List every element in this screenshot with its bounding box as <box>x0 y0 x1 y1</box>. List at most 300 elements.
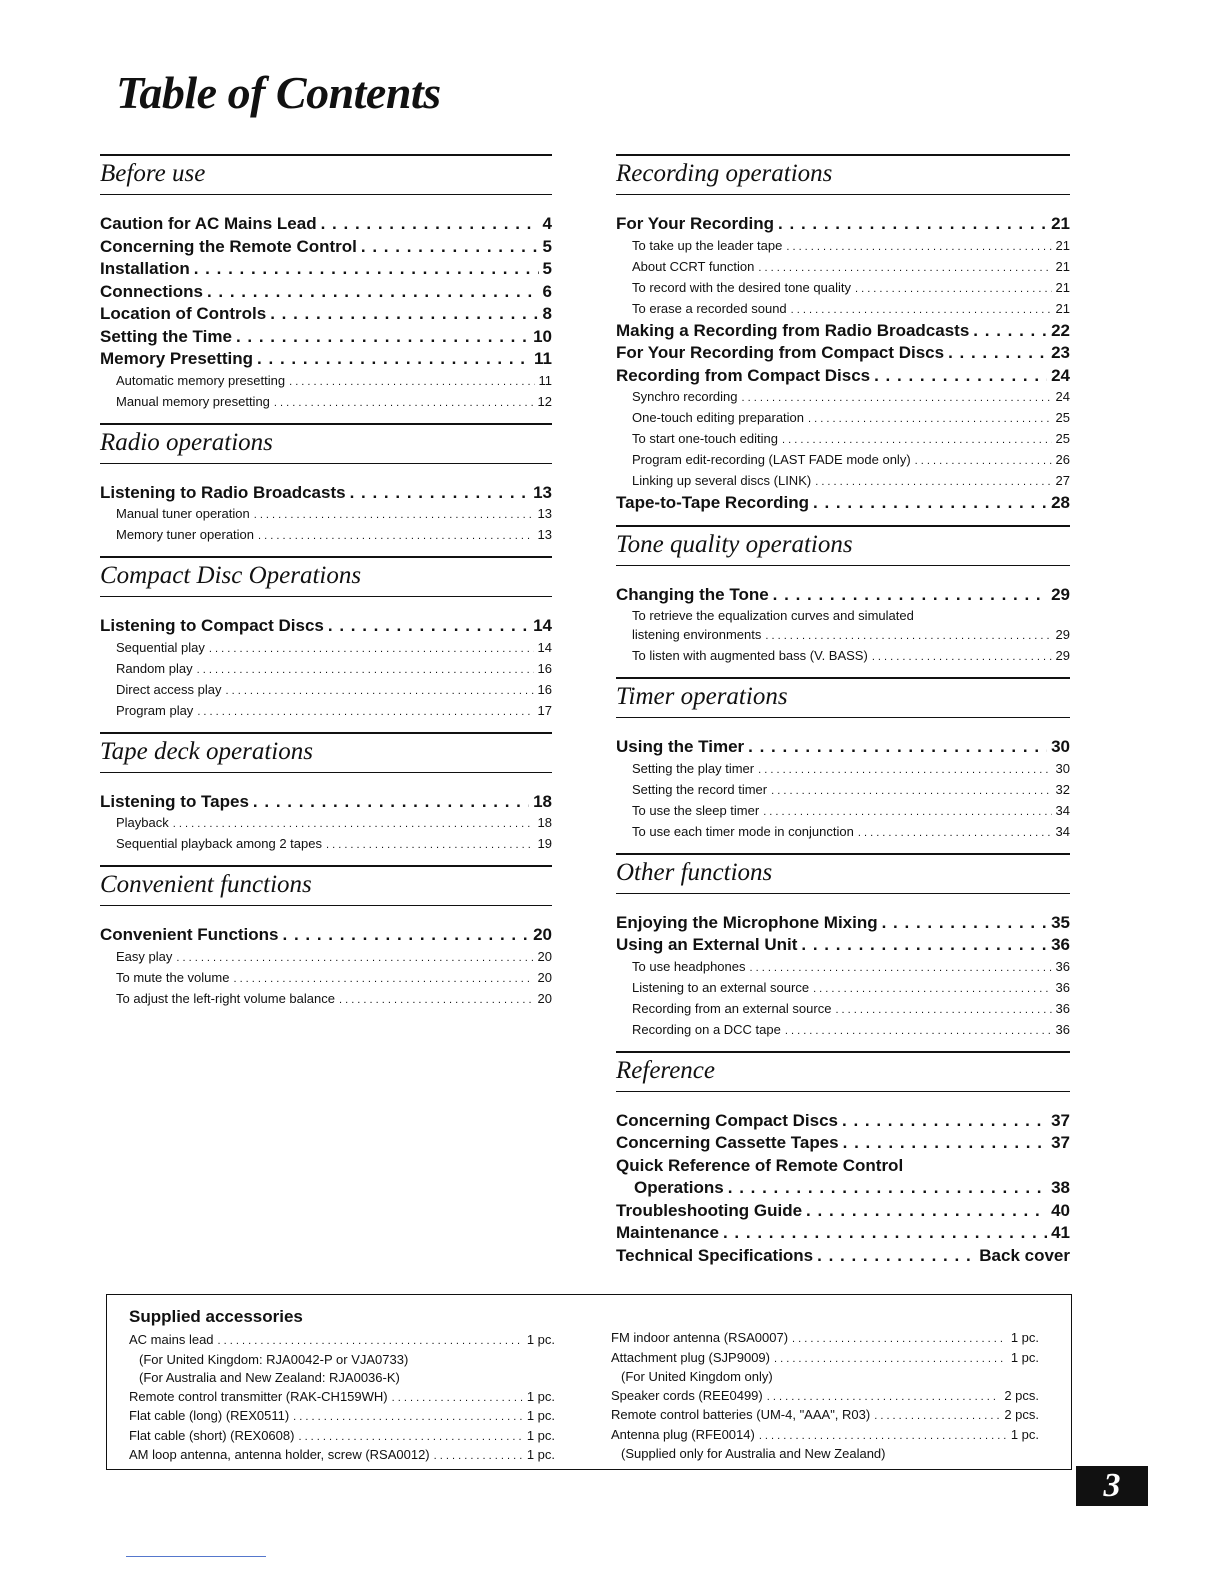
toc-entry-title: Concerning the Remote Control <box>100 236 357 256</box>
toc-entry-page: 20 <box>533 925 552 944</box>
toc-entry-title: Automatic memory presetting <box>116 372 286 388</box>
toc-entry[interactable] <box>616 1222 1070 1245</box>
toc-entry-title: Concerning Cassette Tapes <box>616 1133 839 1152</box>
toc-entry[interactable] <box>616 1155 1070 1178</box>
dot-leader <box>434 1447 523 1466</box>
accessories-left-list <box>129 1331 555 1466</box>
toc-entry[interactable] <box>100 326 552 349</box>
dot-leader <box>782 431 1052 450</box>
accessory-quantity: 1 pc. <box>1010 1426 1039 1442</box>
dot-leader <box>815 473 1051 492</box>
toc-entry[interactable] <box>616 492 1070 515</box>
toc-entry-list <box>616 213 1070 515</box>
accessory-item <box>611 1426 1039 1446</box>
toc-entry-page: 18 <box>537 815 552 830</box>
accessory-note: (For Australia and New Zealand: RJA0036-K) <box>139 1370 400 1385</box>
dot-leader <box>194 258 539 281</box>
dot-leader <box>763 803 1051 822</box>
toc-entry[interactable] <box>616 957 1070 978</box>
toc-entry-list <box>616 1110 1070 1268</box>
toc-entry-page: 41 <box>1051 1223 1070 1242</box>
dot-leader <box>771 782 1051 801</box>
dot-leader <box>283 924 530 947</box>
toc-entry-title: Recording from Compact Discs <box>616 365 871 385</box>
toc-entry-page: 21 <box>1055 237 1070 253</box>
toc-entry-title: Caution for AC Mains Lead <box>100 214 317 233</box>
dot-leader <box>258 527 534 546</box>
toc-section <box>616 853 1070 1041</box>
toc-entry-title: Connections <box>100 281 203 301</box>
toc-entry[interactable] <box>616 822 1070 843</box>
toc-entry[interactable] <box>100 638 552 659</box>
accessory-note: (Supplied only for Australia and New Zealand) <box>621 1446 886 1461</box>
toc-entry[interactable] <box>100 834 552 855</box>
toc-entry[interactable] <box>100 236 552 259</box>
toc-entry-title: To use headphones <box>632 958 746 974</box>
toc-entry[interactable] <box>616 801 1070 822</box>
dot-leader <box>855 280 1052 299</box>
dot-leader <box>298 1428 522 1447</box>
toc-entry[interactable] <box>616 320 1070 343</box>
section-heading: Reference <box>616 1051 1070 1092</box>
toc-entry[interactable] <box>616 257 1070 278</box>
accessory-name: Remote control batteries (UM-4, "AAA", R03) <box>611 1407 871 1422</box>
toc-entry-page: 8 <box>542 304 552 323</box>
toc-entry[interactable] <box>616 236 1070 257</box>
dot-leader <box>350 482 529 505</box>
section-heading: Recording operations <box>616 154 1070 195</box>
dot-leader <box>758 761 1051 780</box>
toc-entry-title: Manual memory presetting <box>116 393 270 409</box>
toc-entry-title: To retrieve the equalization curves and simulated <box>632 608 914 623</box>
toc-section <box>100 732 552 856</box>
toc-entry[interactable] <box>616 450 1070 471</box>
toc-entry-title: Program edit-recording (LAST FADE mode only) <box>632 452 911 467</box>
toc-entry[interactable] <box>100 371 552 392</box>
dot-leader <box>774 1350 1007 1369</box>
toc-entry[interactable] <box>616 1132 1070 1155</box>
dot-leader <box>973 320 1047 343</box>
dot-leader <box>842 1110 1047 1133</box>
dot-leader <box>274 394 534 413</box>
toc-entry-page: 23 <box>1051 343 1070 362</box>
toc-entry-title: To listen with augmented bass (V. BASS) <box>632 648 868 663</box>
accessory-item <box>129 1446 555 1466</box>
toc-entry-page: 6 <box>542 281 552 301</box>
toc-entry[interactable] <box>616 780 1070 801</box>
toc-entry-page: 30 <box>1051 737 1070 756</box>
toc-entry-title: Location of Controls <box>100 304 267 323</box>
toc-entry-page: 19 <box>537 836 552 851</box>
toc-entry-page: 16 <box>537 681 552 697</box>
dot-leader <box>778 213 1047 236</box>
toc-entry-title: Convenient Functions <box>100 925 279 944</box>
toc-entry-title: Troubleshooting Guide <box>616 1200 803 1220</box>
dot-leader <box>225 682 533 701</box>
toc-entry-title: Sequential playback among 2 tapes <box>116 836 322 851</box>
dot-leader <box>254 506 534 525</box>
toc-entry-page: 40 <box>1051 1200 1070 1220</box>
dot-leader <box>728 1177 1047 1200</box>
toc-entry-page: 36 <box>1051 935 1070 954</box>
toc-section <box>616 525 1070 668</box>
toc-entry-title: Operations <box>634 1178 724 1197</box>
section-heading: Timer operations <box>616 677 1070 718</box>
toc-entry[interactable] <box>100 482 552 505</box>
toc-entry-page: 32 <box>1055 781 1070 797</box>
dot-leader <box>758 259 1051 278</box>
dot-leader <box>813 980 1051 999</box>
dot-leader <box>759 1427 1007 1446</box>
toc-entry[interactable] <box>100 813 552 834</box>
toc-entry-page: Back cover <box>979 1245 1070 1265</box>
toc-entry-page: 21 <box>1055 258 1070 274</box>
toc-entry-page: 21 <box>1051 214 1070 233</box>
toc-entry-page: 11 <box>534 349 552 368</box>
dot-leader <box>843 1132 1047 1155</box>
toc-entry-title: Setting the Time <box>100 326 232 346</box>
toc-entry-page: 21 <box>1055 279 1070 295</box>
toc-section <box>100 154 552 413</box>
toc-entry[interactable] <box>616 912 1070 935</box>
dot-leader <box>948 342 1047 365</box>
dot-leader <box>874 1407 1000 1426</box>
toc-entry-title: Listening to Tapes <box>100 791 249 811</box>
accessory-quantity: 1 pc. <box>526 1408 555 1423</box>
toc-entry-page: 29 <box>1051 584 1070 604</box>
toc-entry-list <box>100 615 552 722</box>
toc-entry-title: Installation <box>100 259 190 278</box>
toc-entry-title: Tape-to-Tape Recording <box>616 493 809 512</box>
toc-entry-title: Linking up several discs (LINK) <box>632 473 812 488</box>
toc-entry-list <box>616 912 1070 1041</box>
dot-leader <box>176 949 533 968</box>
toc-entry[interactable] <box>616 606 1070 625</box>
toc-entry-page: 36 <box>1055 1000 1070 1016</box>
toc-entry-title: Random play <box>116 660 193 676</box>
toc-entry-title: Listening to an external source <box>632 979 810 995</box>
toc-entry[interactable] <box>100 680 552 701</box>
toc-entry-title: To take up the leader tape <box>632 237 783 253</box>
dot-leader <box>207 281 539 304</box>
section-heading: Tape deck operations <box>100 732 552 773</box>
toc-entry-page: 30 <box>1055 760 1070 776</box>
dot-leader <box>748 736 1047 759</box>
toc-entry-title: Maintenance <box>616 1223 719 1242</box>
dot-leader <box>289 373 534 392</box>
toc-entry[interactable] <box>616 213 1070 236</box>
dot-leader <box>808 410 1052 429</box>
toc-entry-title: Manual tuner operation <box>116 506 250 521</box>
dot-leader <box>765 627 1051 646</box>
accessory-quantity: 2 pcs. <box>1004 1387 1039 1403</box>
dot-leader <box>785 1022 1052 1041</box>
accessory-item <box>129 1427 555 1447</box>
toc-entry[interactable] <box>616 1245 1070 1268</box>
toc-entry-list <box>100 791 552 856</box>
toc-entry-title: Synchro recording <box>632 389 738 404</box>
toc-entry[interactable] <box>616 278 1070 299</box>
toc-entry-page: 5 <box>542 259 552 278</box>
dot-leader <box>293 1408 523 1427</box>
toc-entry-page: 10 <box>533 326 552 346</box>
dot-leader <box>801 934 1047 957</box>
toc-entry[interactable] <box>616 584 1070 607</box>
accessory-name: Remote control transmitter (RAK-CH159WH) <box>129 1388 388 1404</box>
toc-entry-page: 12 <box>537 393 552 409</box>
dot-leader <box>767 1388 1001 1407</box>
toc-entry-title: Listening to Compact Discs <box>100 616 324 635</box>
toc-entry-page: 4 <box>542 214 552 233</box>
toc-entry-title: To use the sleep timer <box>632 802 760 818</box>
toc-entry[interactable] <box>616 408 1070 429</box>
section-heading: Compact Disc Operations <box>100 556 552 597</box>
dot-leader <box>858 824 1052 843</box>
accessory-name: Flat cable (short) (REX0608) <box>129 1427 295 1443</box>
toc-entry-page: 20 <box>537 969 552 985</box>
toc-entry-page: 36 <box>1055 979 1070 995</box>
toc-entry-title: listening environments <box>632 627 762 642</box>
accessory-note: (For United Kingdom only) <box>621 1369 773 1384</box>
toc-entry-page: 37 <box>1051 1110 1070 1130</box>
accessory-item <box>611 1329 1039 1349</box>
toc-entry-title: To adjust the left-right volume balance <box>116 990 335 1006</box>
dot-leader <box>257 348 530 371</box>
toc-entry-page: 27 <box>1055 473 1070 488</box>
toc-entry[interactable] <box>616 1200 1070 1223</box>
divider <box>126 1556 266 1557</box>
toc-entry-title: Making a Recording from Radio Broadcasts <box>616 320 970 340</box>
dot-leader <box>328 615 529 638</box>
toc-entry[interactable] <box>616 1110 1070 1133</box>
toc-entry-page: 36 <box>1055 958 1070 974</box>
toc-entry[interactable] <box>100 258 552 281</box>
section-heading: Tone quality operations <box>616 525 1070 566</box>
toc-entry[interactable] <box>100 615 552 638</box>
toc-entry-title: To use each timer mode in conjunction <box>632 823 854 839</box>
toc-entry[interactable] <box>616 365 1070 388</box>
toc-entry-page: 14 <box>533 616 552 635</box>
accessory-item <box>611 1406 1039 1426</box>
toc-entry-page: 35 <box>1051 912 1070 932</box>
toc-entry-title: To record with the desired tone quality <box>632 279 851 295</box>
dot-leader <box>835 1001 1051 1020</box>
toc-entry-title: Setting the record timer <box>632 781 768 797</box>
toc-entry-title: One-touch editing preparation <box>632 410 805 425</box>
accessory-name: FM indoor antenna (RSA0007) <box>611 1330 789 1345</box>
accessory-item <box>611 1387 1039 1407</box>
toc-entry[interactable] <box>616 646 1070 667</box>
toc-entry-list <box>616 584 1070 668</box>
toc-entry-page: 34 <box>1055 823 1070 839</box>
toc-entry-page: 24 <box>1051 365 1070 385</box>
toc-left-column <box>100 154 552 1020</box>
toc-entry-title: Concerning Compact Discs <box>616 1110 838 1130</box>
toc-right-column <box>616 154 1070 1277</box>
section-heading: Before use <box>100 154 552 195</box>
toc-entry-page: 5 <box>542 236 552 256</box>
toc-entry-title: Playback <box>116 815 169 830</box>
toc-entry-page: 13 <box>533 482 552 502</box>
accessory-note: (For United Kingdom: RJA0042-P or VJA0733) <box>139 1351 409 1367</box>
toc-entry-page: 24 <box>1055 389 1070 404</box>
toc-entry-page: 16 <box>537 660 552 676</box>
toc-entry[interactable] <box>100 659 552 680</box>
dot-leader <box>197 703 533 722</box>
toc-entry[interactable] <box>616 1177 1070 1200</box>
toc-entry[interactable] <box>616 342 1070 365</box>
toc-entry[interactable] <box>100 701 552 722</box>
toc-entry-list <box>100 924 552 1010</box>
dot-leader <box>361 236 539 259</box>
toc-entry-title: Direct access play <box>116 681 222 697</box>
dot-leader <box>817 1245 975 1268</box>
toc-entry[interactable] <box>100 504 552 525</box>
dot-leader <box>742 389 1052 408</box>
toc-entry[interactable] <box>100 281 552 304</box>
toc-entry-title: To start one-touch editing <box>632 431 778 446</box>
accessory-item <box>611 1349 1039 1369</box>
toc-entry-title: Memory tuner operation <box>116 527 255 542</box>
accessory-quantity: 1 pc. <box>526 1332 555 1347</box>
accessory-name: Antenna plug (RFE0014) <box>611 1426 755 1442</box>
toc-entry-page: 17 <box>537 702 552 718</box>
page-title: Table of Contents <box>116 67 441 118</box>
dot-leader <box>339 991 534 1010</box>
toc-entry-page: 25 <box>1055 431 1070 446</box>
toc-entry[interactable] <box>100 348 552 371</box>
toc-entry-page: 13 <box>537 527 552 542</box>
toc-entry-title: Changing the Tone <box>616 584 769 604</box>
dot-leader <box>173 815 534 834</box>
toc-entry-page: 18 <box>533 791 552 811</box>
toc-entry-title: Using an External Unit <box>616 935 798 954</box>
toc-entry[interactable] <box>100 392 552 413</box>
toc-entry-page: 28 <box>1051 493 1070 512</box>
toc-entry[interactable] <box>616 736 1070 759</box>
dot-leader <box>723 1222 1047 1245</box>
dot-leader <box>253 791 529 814</box>
toc-entry-list <box>100 213 552 413</box>
section-heading: Convenient functions <box>100 865 552 906</box>
toc-entry-page: 22 <box>1051 320 1070 340</box>
dot-leader <box>791 301 1052 320</box>
toc-section <box>616 154 1070 515</box>
dot-leader <box>786 238 1051 257</box>
toc-entry[interactable] <box>100 525 552 546</box>
toc-entry[interactable] <box>616 471 1070 492</box>
dot-leader <box>326 836 534 855</box>
accessories-right-list <box>611 1329 1039 1464</box>
toc-entry-title: Enjoying the Microphone Mixing <box>616 912 878 932</box>
dot-leader <box>209 640 534 659</box>
toc-entry[interactable] <box>616 1020 1070 1041</box>
dot-leader <box>813 492 1047 515</box>
dot-leader <box>915 452 1052 471</box>
accessory-name: Attachment plug (SJP9009) <box>611 1349 770 1365</box>
toc-entry[interactable] <box>616 299 1070 320</box>
toc-entry-title: Setting the play timer <box>632 760 755 776</box>
page-number: 3 <box>1076 1466 1148 1506</box>
dot-leader <box>321 213 539 236</box>
toc-entry-title: Technical Specifications <box>616 1245 814 1265</box>
dot-leader <box>874 365 1047 388</box>
toc-entry[interactable] <box>100 989 552 1010</box>
dot-leader <box>218 1332 523 1351</box>
toc-entry[interactable] <box>616 934 1070 957</box>
toc-entry-title: To erase a recorded sound <box>632 300 787 316</box>
toc-entry[interactable] <box>616 429 1070 450</box>
accessory-name: Speaker cords (REE0499) <box>611 1387 763 1403</box>
accessory-quantity: 1 pc. <box>526 1427 555 1443</box>
toc-entry-page: 20 <box>537 990 552 1006</box>
accessory-item <box>129 1331 555 1351</box>
toc-entry[interactable] <box>100 947 552 968</box>
toc-entry-title: Recording from an external source <box>632 1000 832 1016</box>
toc-section <box>100 423 552 547</box>
toc-entry-page: 26 <box>1055 452 1070 467</box>
toc-entry-page: 34 <box>1055 802 1070 818</box>
toc-entry-page: 38 <box>1051 1178 1070 1197</box>
toc-entry[interactable] <box>616 759 1070 780</box>
toc-entry-title: To mute the volume <box>116 969 230 985</box>
toc-entry-page: 29 <box>1055 627 1070 642</box>
toc-entry-page: 36 <box>1055 1021 1070 1037</box>
toc-section <box>100 556 552 722</box>
toc-entry-page: 13 <box>537 506 552 521</box>
dot-leader <box>233 970 533 989</box>
toc-entry-page: 37 <box>1051 1133 1070 1152</box>
toc-entry-title: Easy play <box>116 948 173 964</box>
toc-entry[interactable] <box>100 303 552 326</box>
toc-entry-page: 21 <box>1055 300 1070 316</box>
toc-entry[interactable] <box>100 213 552 236</box>
dot-leader <box>806 1200 1047 1223</box>
toc-entry[interactable] <box>616 978 1070 999</box>
toc-entry[interactable] <box>616 387 1070 408</box>
toc-entry-title: About CCRT function <box>632 258 755 274</box>
accessory-item <box>129 1407 555 1427</box>
toc-entry[interactable] <box>100 968 552 989</box>
toc-entry-page: 20 <box>537 948 552 964</box>
toc-entry-title: Recording on a DCC tape <box>632 1021 781 1037</box>
dot-leader <box>749 959 1051 978</box>
toc-entry-title: Sequential play <box>116 639 205 655</box>
dot-leader <box>882 912 1047 935</box>
accessory-quantity: 2 pcs. <box>1004 1407 1039 1422</box>
toc-entry-page: 14 <box>537 639 552 655</box>
toc-entry-title: Listening to Radio Broadcasts <box>100 482 346 502</box>
accessory-name: AM loop antenna, antenna holder, screw (RSA0012) <box>129 1447 430 1462</box>
dot-leader <box>792 1330 1007 1349</box>
accessory-quantity: 1 pc. <box>1010 1330 1039 1345</box>
section-heading: Radio operations <box>100 423 552 464</box>
toc-entry[interactable] <box>616 999 1070 1020</box>
toc-entry-list <box>100 482 552 547</box>
toc-entry[interactable] <box>100 791 552 814</box>
toc-section <box>100 865 552 1010</box>
dot-leader <box>773 584 1047 607</box>
toc-section <box>616 1051 1070 1268</box>
toc-entry-title: Quick Reference of Remote Control <box>616 1155 904 1175</box>
dot-leader <box>197 661 534 680</box>
toc-entry[interactable] <box>100 924 552 947</box>
accessory-quantity: 1 pc. <box>1010 1349 1039 1365</box>
dot-leader <box>392 1389 523 1408</box>
supplied-accessories-box <box>106 1294 1072 1470</box>
toc-entry[interactable] <box>616 625 1070 646</box>
toc-entry-title: Memory Presetting <box>100 349 254 368</box>
